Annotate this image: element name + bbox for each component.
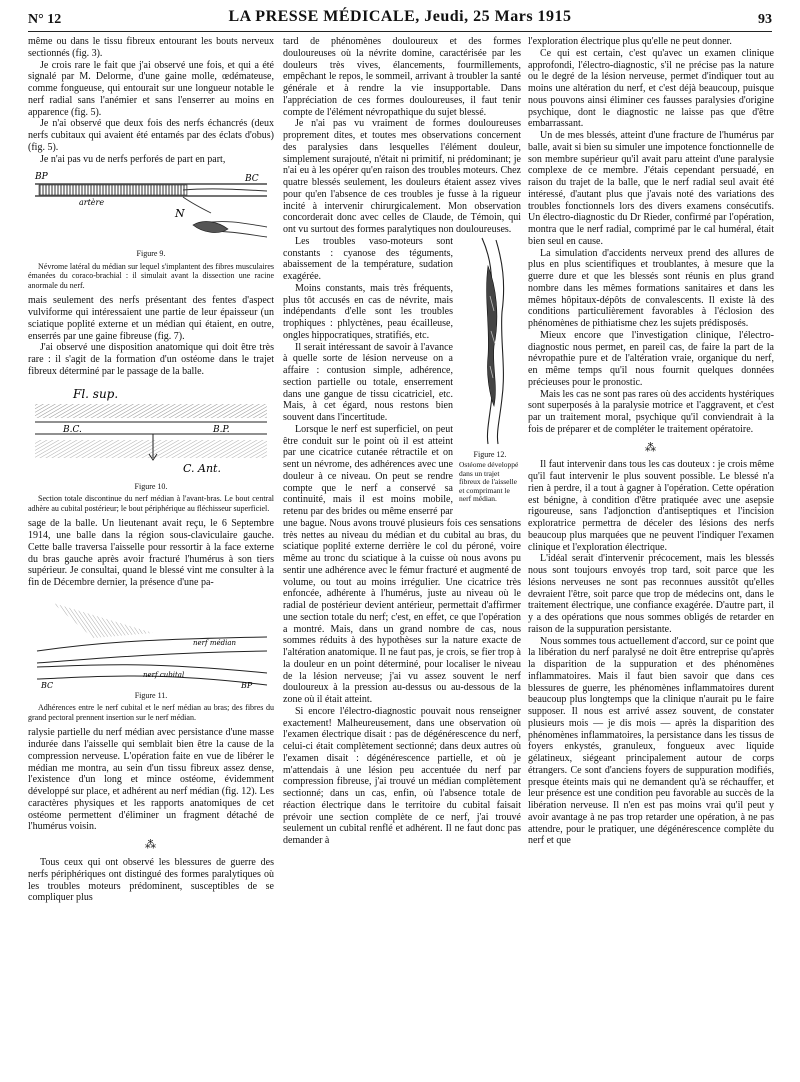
paragraph: Il serait intéressant de savoir à l'avance à quelle sorte de lésion nerveuse on a affaire : contusion simple, adhérence, section partielle ou totale, enserrement dans une gangue de tissu cicatriciel, etc. Mais, à cet égard, nous restons bien souvent dans l'incertitude. (283, 341, 453, 423)
figure-11-drawing (33, 593, 269, 689)
figure-12-drawing (460, 236, 520, 446)
section-divider: ⁂ (145, 839, 157, 852)
fig11-label-bc: BC (41, 680, 54, 689)
section-divider: ⁂ (645, 441, 657, 454)
paragraph: Je n'ai pas vu vraiment de formes douloureuses proprement dites, et toutes mes observations concernent des paralysies dans lesquelles l'élément douleur, simplement surajouté, n'était ni primitif, ni prédominant; je n'ai eu à les opérer qu'en raison des troubles moteurs. Chez quatre blessés seulement, les douleurs étaient assez vives pour qu'en l'absence de ces troubles je fusse à la rigueur incité à intervenir chirurgicalement. Mon observation concorderait donc avec celles de Claude, de Témoin, qui ont vu surtout des formes paralytiques non douloureuses. (283, 118, 521, 235)
figure-12-label: Figure 12. (473, 449, 507, 459)
paragraph: L'idéal serait d'intervenir précocement, mais les blessés nous sont toujours envoyés trop tard, soit parce que les lésions nerveuses ne sont pas reconnues aussitôt qu'elles devraient l'être, soit parce que trop de médecins ont, dans le traitement électrique, une confiance exagérée. D'autre part, il y a des opérations que nous sommes obligés de retarder en raison de la suppuration persistante. (528, 553, 774, 635)
journal-title: LA PRESSE MÉDICALE, Jeudi, 25 Mars 1915 (228, 8, 572, 25)
issue-number: N° 12 (28, 12, 62, 27)
figure-10-caption: Section totale discontinue du nerf médian à l'avant-bras. Le bout central adhère au cubital postérieur; le bout périphérique au fléchisseur superficiel. (28, 494, 274, 513)
paragraph: Mais les cas ne sont pas rares où des accidents hystériques sont superposés à la paralysie motrice et l'aggravent, et c'est par un traitement moral, psychique qu'il conviendrait à la fois de préparer et de compléter le traitement opératoire. (528, 388, 774, 435)
fig10-label-cant: C. Ant. (183, 461, 221, 475)
figure-12 (459, 236, 521, 509)
paragraph: Les troubles vaso-moteurs sont constants : cyanose des téguments, abaissement de la température, sudation exagérée. (283, 235, 453, 282)
figure-12-caption: Ostéome développé dans un trajet fibreux de l'aisselle et comprimant le nerf médian. (459, 459, 519, 504)
figure-9 (28, 169, 274, 258)
paragraph: La simulation d'accidents nerveux prend des allures de plus en plus scientifiques et troublantes, à mesure que la guerre dure et que les blessés sont réunis en plus grand nombre dans les mêmes formations sanitaires et dans les mêmes hôpitaux-dépôts de convalescents. Il existe là des conditions particulièrement favorables à l'éclosion des phénomènes de pithiatisme chez les sujets prédisposés. (528, 247, 774, 329)
page-number: 93 (758, 12, 772, 27)
paragraph: Si encore l'électro-diagnostic pouvait nous renseigner exactement! Malheureusement, dans une observation où l'examen électrique disait : pas de dégénérescence du nerf, celui-ci était complètement sectionné; dans deux autres où l'examen disait : dégénérescence partielle, et où je m'attendais à une lésion peu accentuée du nerf par compression fibreuse, j'ai trouvé un médian complètement sectionné; dans un cas, enfin, où l'absence totale de réaction électrique dans le territoire du cubital faisait prévoir une section complète de ce nerf, j'ai trouvé seulement un cubital renflé et adhérent. Il ne faut donc pas demander à (283, 705, 521, 846)
fig9-label-bc: BC (245, 174, 259, 185)
paragraph: Je crois rare le fait que j'ai observé une fois, et qui a été signalé par M. Delorme, d'une gaine molle, œdémateuse, comme fongueuse, qui entourait sur une longueur notable le nerf radial sans l'anémier et sans l'enserrer au moins en apparence (fig. 5). (28, 59, 274, 118)
paragraph: même ou dans le tissu fibreux entourant les bouts nerveux sectionnés (fig. 3). (28, 36, 274, 59)
paragraph: sage de la balle. Un lieutenant avait reçu, le 6 Septembre 1914, une balle dans la région sous-claviculaire gauche. Cette balle traversa l'aisselle pour ressortir à la face externe du bras gauche après avoir fracturé l'humérus à son tiers supérieur. Je consultai, quand le blessé vint me consulter à la fin de Décembre dernier, la présence d'une pa- (28, 518, 274, 588)
paragraph: Nous sommes tous actuellement d'accord, sur ce point que la libération du nerf paralysé ne doit être entreprise qu'après la disparition de la suppuration et des phénomènes inflammatoires. Mais il faut bien savoir que dans ces blessures de guerre, les phénomènes inflammatoires durent beaucoup plus longtemps que la clinique n'aurait pu le faire supposer. Il nous est arrivé assez souvent, de constater plusieurs mois — je dis mois — après la disparition des phénomènes inflammatoires, la persistance dans les tissus de foyers enkystés, granuleux, fongueux avec liquide gélatineux, siégeant principalement autour de corps étrangers. Ce sont d'anciens foyers de suppuration modifiés, presque éteints mais qui ne demandent qu'à se réchauffer, et leur présence est une condition peu favorable au succès de la libération nerveuse. Il n'en est pas moins vrai qu'il peut y avoir avantage à ne pas trop retarder une opération, à ne pas attendre, pour le pratiquer, une dégénérescence complète du nerf et que (528, 635, 774, 847)
fig9-label-bp: BP (35, 172, 48, 183)
column-1 (28, 36, 274, 1076)
paragraph: J'ai observé une disposition anatomique qui doit être très rare : il s'agit de la formation d'un ostéome dans le trajet fibreux déterminé par le passage de la balle. (28, 342, 274, 377)
figure-9-label: Figure 9. (136, 249, 166, 259)
figure-10-label: Figure 10. (134, 481, 168, 491)
paragraph: mais seulement des nerfs présentant des fentes d'aspect vulviforme qui intéressaient une partie de leur épaisseur (un sciatique poplité externe et un médian qui étaient, en outre, enserrés par une gaine fibreuse (fig. 7). (28, 295, 274, 342)
figure-11-label: Figure 11. (134, 690, 168, 700)
paragraph: Il faut intervenir dans tous les cas douteux : je crois même qu'il faut intervenir le plus souvent possible. Le blessé n'a rien à perdre, il a tout à gagner à l'opération. Cette opération est bénigne, à condition d'être pratiquée avec une asepsie rigoureuse, sans l'adjonction d'antiseptiques et l'incision exploratrice permettra de déceler des lésions des nerfs beaucoup plus marquées que ne peuvent l'indiquer l'examen clinique et l'exploration électrique. (528, 459, 774, 553)
figure-10-drawing (33, 382, 269, 480)
fig9-label-artere: artère (79, 198, 105, 208)
paragraph: Tous ceux qui ont observé les blessures de guerre des nerfs périphériques ont distingué des formes paralytiques où les troubles moteurs prédominent, susceptibles de se compliquer plus (28, 857, 274, 904)
column-3 (528, 36, 774, 1076)
figure-9-drawing (33, 169, 269, 247)
paragraph: tard de phénomènes douloureux et des formes douloureuses où la névrite domine, caractérisée par les douleurs très vives, élancements, fourmillements, empêchant le repos, le sommeil, arrivant à troubler la santé générale et à rendre la vie insupportable. Dans l'appréciation de ces formes douloureuses, il faut tenir compte de l'élément névropathique du sujet blessé. (283, 36, 521, 118)
figure-11-caption: Adhérences entre le nerf cubital et le nerf médian au bras; des fibres du grand pectoral prennent insertion sur le nerf médian. (28, 703, 274, 722)
figure-10 (28, 382, 274, 491)
paragraph: Je n'ai pas vu de nerfs perforés de part en part, (40, 153, 226, 165)
column-2 (283, 36, 521, 1076)
paragraph: Lorsque le nerf est superficiel, on peut être conduit sur le point où il est atteint par une cicatrice cutanée rétractile et on sent un névrome, des adhérences avec une douleur à ce niveau. On peut se rendre compte que le nerf a conservé sa continuité, mais il est moins mobile, retenu par des brides ou même enserré par une bague. Nous avons trouvé plusieurs fois ces sensations très nettes au niveau du médian et du cubital au bras, du sciatique poplité externe derrière le col du péroné, voire même au tronc du sciatique à la cuisse où nous avons pu sentir une adhérence avec le fémur fracturé et augmenté de volume, ou tout au moins irrégulier. Une cicatrice très enfoncée, adhérente à l'humérus, juste au niveau où le radial de postérieur devient antérieur, permettait d'affirmer une section totale du nerf; c'est, en effet, ce que l'opération a montré. Mais, dans un grand nombre de cas, nous sommes réduits à des hypothèses sur la nature exacte de l'altération anatomique. Il ne faut pas, je crois, se fier trop à la douleur en un point déterminé, pour localiser le niveau de la lésion nerveuse; j'ai vu assez souvent le nerf douloureux à la pression au-dessus ou au-dessous de la zone où il était atteint. (283, 423, 521, 705)
paragraph: Moins constants, mais très fréquents, plus tôt accusés en cas de névrite, mais indépendants d'elle sont les troubles trophiques : phlyctènes, peau écailleuse, ongles hippocratiques, stratifiés, etc. (283, 282, 453, 341)
paragraph: Mieux encore que l'investigation clinique, l'électro-diagnostic nous permet, en pareil cas, de faire la part de la névropathie pure et de l'altération vraie, organique du nerf, en même temps qu'il nous fournit quelques données précieuses pour le pronostic. (528, 329, 774, 388)
fig9-label-n: N (175, 207, 185, 221)
fig11-label-nerfcubital: nerf cubital (143, 670, 185, 679)
paragraph: Ce qui est certain, c'est qu'avec un examen clinique approfondi, l'électro-diagnostic, s'il ne précise pas la nature ou le degré de la lésion nerveuse, permet d'indiquer tout au moins une altération du nerf, et c'est déjà beaucoup, puisque nous pouvons ainsi éliminer ces fausses paralysies d'origine psychique, dont le diagnostic ne laisse pas que d'être embarrassant. (528, 47, 774, 130)
fig10-label-bp: B.P. (213, 424, 230, 435)
fig11-label-bp: BP (241, 680, 253, 689)
fig11-label-nerfmedian: nerf médian (193, 638, 236, 647)
paragraph: ralysie partielle du nerf médian avec persistance d'une masse indurée dans l'aisselle qui semblait bien être la cause de la compression nerveuse. L'opération faite en vue de libérer le médian me montra, au sein d'un tissu fibreux assez dense, l'existence d'un long et mince ostéome, évidemment développé sur place, et adhérent au nerf médian (fig. 12). Les caractères physiques et les rapports anatomiques de cet ostéome permettent d'éliminer un fragment détaché de l'humérus voisin. (28, 727, 274, 833)
paragraph: Un de mes blessés, atteint d'une fracture de l'humérus par balle, avait si bien su simuler une impotence fonctionnelle de son membre supérieur qu'il avait paru atteint d'une paralysie complexe de ce membre. J'étais cependant persuadé, en raison du trajet de la balle, que le nerf radial seul avait été intéressé, d'autant plus que j'avais noté des variations des troubles fonctionnels lors des divers examens consécutifs. Un électro-diagnostic du Dr Rieder, confirmé par l'opération, montra que le nerf radial, comprimé par le cal huméral, était bien seul en cause. (528, 130, 774, 247)
paragraph: l'exploration électrique plus qu'elle ne peut donner. (528, 36, 732, 47)
fig10-label-bc: B.C. (63, 424, 82, 435)
paragraph: Je n'ai observé que deux fois des nerfs échancrés (deux nerfs cubitaux qui avaient été entamés par des éclats d'obus) (fig. 5). (28, 118, 274, 153)
figure-9-caption: Névrome latéral du médian sur lequel s'implantent des fibres musculaires émanées du coraco-brachial : il simulait avant la dissection une racine anormale du nerf. (28, 261, 274, 290)
fig10-label-flsup: Fl. sup. (73, 386, 119, 401)
header-rule (28, 31, 772, 32)
figure-11 (28, 593, 274, 700)
